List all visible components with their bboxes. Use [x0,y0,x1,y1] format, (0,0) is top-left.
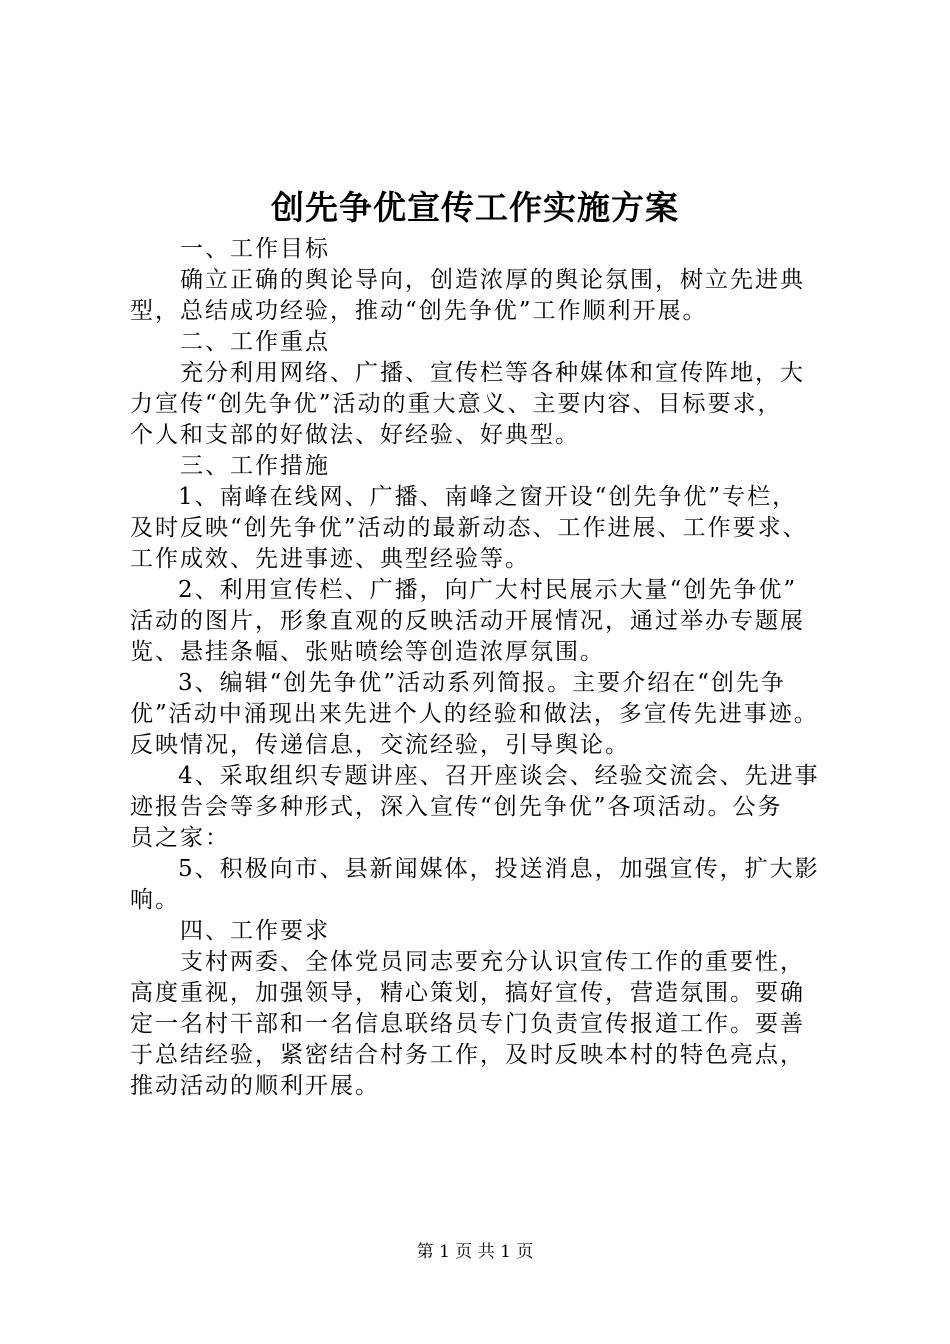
section-heading-measures: 三、工作措施 [180,453,330,479]
page-footer: 第 1 页 共 1 页 [416,1242,534,1262]
paragraph-line: 3、编辑“创先争优”活动系列简报。主要介绍在“创先争 [178,670,786,696]
paragraph-line: 确立正确的舆论导向，创造浓厚的舆论氛围，树立先进典 [180,267,805,293]
document-body [130,234,830,1102]
paragraph-line: 响。 [130,887,180,913]
paragraph-line: 支村两委、全体党员同志要充分认识宣传工作的重要性， [180,949,805,975]
paragraph-line: 4、采取组织专题讲座、召开座谈会、经验交流会、先进事 [178,763,820,789]
section-heading-focus: 二、工作重点 [180,329,330,355]
paragraph-line: 力宣传“创先争优”活动的重大意义、主要内容、目标要求， [130,391,783,417]
paragraph-line: 员之家： [130,825,230,851]
paragraph-line: 1、南峰在线网、广播、南峰之窗开设“创先争优”专栏， [178,484,798,510]
paragraph-line: 反映情况，传递信息，交流经验，引导舆论。 [130,732,630,758]
document-title: 创先争优宣传工作实施方案 [271,188,679,227]
section-heading-goals: 一、工作目标 [180,236,330,262]
paragraph-line: 2、利用宣传栏、广播，向广大村民展示大量“创先争优” [178,577,798,603]
paragraph-line: 个人和支部的好做法、好经验、好典型。 [130,422,580,448]
paragraph-line: 充分利用网络、广播、宣传栏等各种媒体和宣传阵地，大 [180,360,805,386]
paragraph-line: 及时反映“创先争优”活动的最新动态、工作进展、工作要求、 [130,515,808,541]
paragraph-line: 高度重视，加强领导，精心策划，搞好宣传，营造氛围。要确 [130,980,805,1006]
paragraph-line: 定一名村干部和一名信息联络员专门负责宣传报道工作。要善 [130,1011,805,1037]
paragraph-line: 优”活动中涌现出来先进个人的经验和做法，多宣传先进事迹。 [130,701,819,727]
paragraph-line: 型，总结成功经验，推动“创先争优”工作顺利开展。 [130,298,708,324]
section-heading-requirements: 四、工作要求 [180,918,330,944]
paragraph-line: 推动活动的顺利开展。 [130,1073,380,1099]
paragraph-line: 5、积极向市、县新闻媒体，投送消息，加强宣传，扩大影 [178,856,820,882]
paragraph-line: 迹报告会等多种形式，深入宣传“创先争优”各项活动。公务 [130,794,783,820]
paragraph-line: 览、悬挂条幅、张贴喷绘等创造浓厚氛围。 [130,639,605,665]
paragraph-line: 工作成效、先进事迹、典型经验等。 [130,546,530,572]
paragraph-line: 于总结经验，紧密结合村务工作，及时反映本村的特色亮点， [130,1042,805,1068]
paragraph-line: 活动的图片，形象直观的反映活动开展情况，通过举办专题展 [130,608,805,634]
